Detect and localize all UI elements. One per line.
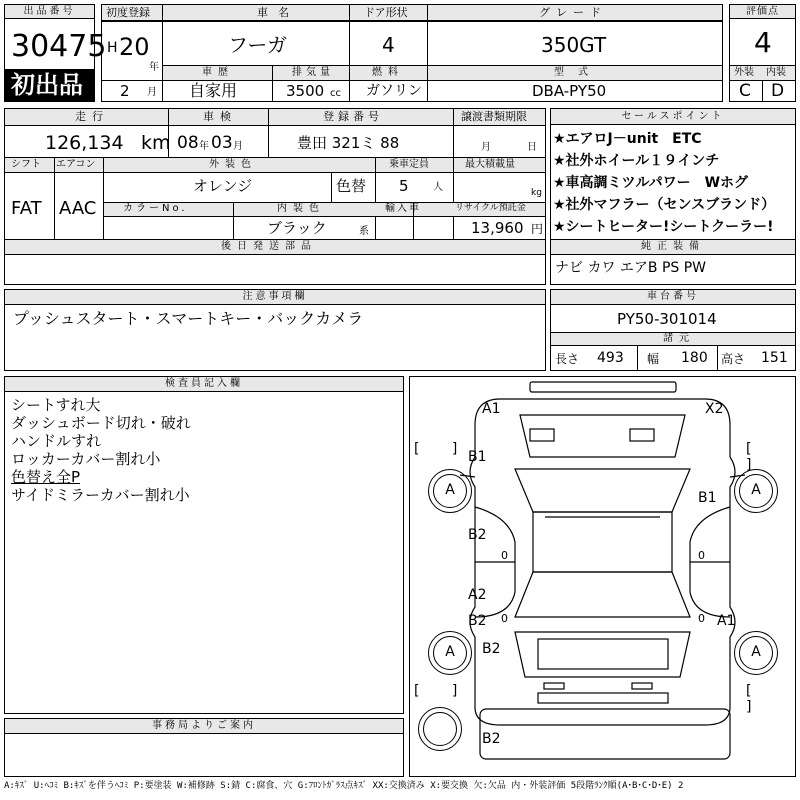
equipment-value: ナビ カワ エアB PS PW xyxy=(555,260,707,276)
car-name-value: フーガ xyxy=(228,33,287,57)
chassis-box xyxy=(550,289,796,371)
model-value: DBA-PY50 xyxy=(532,82,607,100)
details-table xyxy=(4,108,546,285)
int-color-unit: 系 xyxy=(359,226,369,237)
first-listing-text: 初出品 xyxy=(11,71,83,99)
capacity-label: 乗車定員 xyxy=(389,159,429,170)
inspector-line-3: ハンドルすれ xyxy=(11,432,102,450)
capacity-unit: 人 xyxy=(433,182,443,193)
transfer-label: 譲渡書類期限 xyxy=(461,110,527,123)
recycle-value: 13,960 xyxy=(471,219,524,237)
lot-number: 30475 xyxy=(11,29,107,64)
score-label: 評価点 xyxy=(730,5,795,19)
first-reg-month: 2 xyxy=(120,82,130,100)
notes-box xyxy=(4,289,546,371)
equipment-label: 純正装備 xyxy=(641,241,705,252)
first-listing-badge xyxy=(5,69,94,101)
damage-diagram xyxy=(409,376,796,777)
spare-wheel-mark xyxy=(418,707,462,751)
inspector-line-2: ダッシュボード切れ・破れ xyxy=(11,414,191,432)
inspector-line-5: 色替え全P xyxy=(11,468,81,486)
interior-label: 内装 xyxy=(766,67,786,78)
first-reg-year: 20 xyxy=(119,33,150,61)
inspector-box xyxy=(4,376,404,714)
sales-point-1: ★エアロJ－unit ETC xyxy=(553,131,702,147)
score-value: 4 xyxy=(754,26,772,59)
zero-left-rear-door: 0 xyxy=(501,612,508,625)
inspection-month-unit: 月 xyxy=(233,141,243,152)
inspector-label: 検査員記入欄 xyxy=(5,377,403,392)
shift-value: FAT xyxy=(11,198,42,219)
damage-b2-left-front: B2 xyxy=(468,527,487,543)
chassis-label: 車台番号 xyxy=(551,290,795,305)
aircon-label: エアコン xyxy=(56,159,96,170)
score-box xyxy=(729,4,796,102)
notes-value: プッシュスタート・スマートキー・バックカメラ xyxy=(13,309,364,328)
plate-value: 豊田 321ミ 88 xyxy=(297,134,400,152)
grade-label: グレード xyxy=(539,6,607,19)
fuel-value: ガソリン xyxy=(366,83,422,99)
lot-label: 出品番号 xyxy=(5,5,94,19)
doors-value: 4 xyxy=(382,33,395,57)
inspection-year: 08 xyxy=(177,133,199,153)
plate-label: 登録番号 xyxy=(323,110,383,123)
model-label: 型式 xyxy=(554,67,602,78)
exterior-label: 外装 xyxy=(734,67,754,78)
zero-right-rear-door: 0 xyxy=(698,612,705,625)
sales-points-label: セールスポイント xyxy=(551,109,795,125)
lot-box xyxy=(4,4,107,102)
inspector-line-4: ロッカーカバー割れ小 xyxy=(11,450,161,468)
first-reg-era: H xyxy=(107,40,118,56)
vehicle-header-table xyxy=(101,4,723,102)
damage-b1-right: B1 xyxy=(698,490,717,506)
color-no-label: カラーNo. xyxy=(123,203,188,214)
capacity-value: 5 xyxy=(399,177,409,195)
chassis-value: PY50-301014 xyxy=(617,310,717,328)
sales-point-2: ★社外ホイール１９インチ xyxy=(553,153,720,169)
damage-a1-front: A1 xyxy=(482,401,501,417)
inspection-label: 車検 xyxy=(203,110,237,123)
repaint-value: 色替 xyxy=(336,177,367,195)
shift-label: シフト xyxy=(11,159,41,170)
sales-point-5: ★シートヒーター!シートクーラー! xyxy=(553,219,774,235)
office-box xyxy=(4,718,404,777)
recycle-label: リサイクル預託金 xyxy=(455,203,526,213)
rear-right-wheel-mark: A xyxy=(734,631,778,675)
exterior-value: C xyxy=(739,81,751,101)
width-label: 幅 xyxy=(647,352,660,366)
length-label: 長さ xyxy=(555,352,580,366)
interior-value: D xyxy=(771,81,785,101)
sales-points-box xyxy=(550,108,796,285)
inspection-year-unit: 年 xyxy=(199,141,209,152)
mileage-value: 126,134 xyxy=(45,132,124,154)
header-row xyxy=(102,5,722,21)
subheader-row xyxy=(163,66,722,80)
aircon-value: AAC xyxy=(59,198,97,219)
bracket-rear-left: [ ] xyxy=(414,683,472,699)
mileage-unit: km xyxy=(141,132,171,154)
width-value: 180 xyxy=(681,350,708,366)
damage-b2-left-rear: B2 xyxy=(482,641,501,657)
transfer-month-unit: 月 xyxy=(481,142,491,153)
first-reg-year-unit: 年 xyxy=(149,62,159,73)
length-value: 493 xyxy=(597,350,624,366)
inspection-month: 03 xyxy=(211,133,233,153)
rear-left-wheel-mark: A xyxy=(428,631,472,675)
sales-point-4: ★社外マフラー（センスブランド） xyxy=(553,197,776,213)
displacement-label: 排気量 xyxy=(292,67,334,78)
transfer-day-unit: 日 xyxy=(527,142,537,153)
int-color-label: 内装色 xyxy=(277,203,325,214)
front-right-wheel-mark: A xyxy=(734,469,778,513)
notes-label: 注意事項欄 xyxy=(5,290,545,305)
grade-value: 350GT xyxy=(541,33,607,57)
displacement-unit: cc xyxy=(330,88,341,99)
max-load-label: 最大積載量 xyxy=(465,159,515,170)
damage-b1-left: B1 xyxy=(468,449,487,465)
height-value: 151 xyxy=(761,350,788,366)
mileage-label: 走行 xyxy=(75,110,109,123)
office-label: 事務局よりご案内 xyxy=(5,719,403,734)
damage-b2-bottom: B2 xyxy=(482,731,501,747)
displacement-value: 3500 xyxy=(286,82,325,100)
bracket-front-left: [ ] xyxy=(414,441,472,457)
later-parts-label: 後日発送部品 xyxy=(221,241,317,252)
bracket-rear-right: [ ] xyxy=(746,683,766,715)
inspector-line-1: シートすれ大 xyxy=(11,396,101,414)
ext-color-value: オレンジ xyxy=(193,177,253,195)
dimensions-label: 諸元 xyxy=(663,333,695,344)
car-outline xyxy=(410,377,795,776)
zero-left-front-door: 0 xyxy=(501,549,508,562)
recycle-unit: 円 xyxy=(531,222,544,236)
history-value: 自家用 xyxy=(189,81,238,100)
bracket-front-right: [ ] xyxy=(746,441,766,473)
legend: A:ｷｽﾞ U:ﾍｺﾐ B:ｷｽﾞを伴うﾍｺﾐ P:要塗装 W:補修跡 S:錆 C:腐食、穴 G:ﾌﾛﾝﾄｶﾞﾗｽ点ｷｽﾞ XX:交換済み X:要交換 欠:欠品 内・外装評価 5段階ﾗﾝｸ順(A･B･C･D･E) 2 xyxy=(4,781,684,791)
zero-right-front-door: 0 xyxy=(698,549,705,562)
doors-label: ドア形状 xyxy=(364,6,408,19)
height-label: 高さ xyxy=(721,352,746,366)
sales-point-3: ★車高調ミツルパワー Wホグ xyxy=(553,175,749,191)
import-label: 輸入車 xyxy=(385,203,421,214)
front-left-wheel-mark: A xyxy=(428,469,472,513)
fuel-label: 燃料 xyxy=(372,67,404,78)
max-load-unit: kg xyxy=(531,188,542,198)
damage-x2-front: X2 xyxy=(705,401,724,417)
ext-color-label: 外装色 xyxy=(209,159,257,170)
first-reg-label: 初度登録 xyxy=(106,6,150,19)
car-name-label: 車名 xyxy=(257,6,299,19)
int-color-value: ブラック xyxy=(267,219,327,237)
history-label: 車歴 xyxy=(202,67,234,78)
first-reg-month-unit: 月 xyxy=(147,87,157,98)
damage-a1-right: A1 xyxy=(717,613,736,629)
damage-a2-left: A2 xyxy=(468,587,487,603)
inspector-line-6: サイドミラーカバー割れ小 xyxy=(11,486,190,504)
damage-b2-left-mid: B2 xyxy=(468,613,487,629)
